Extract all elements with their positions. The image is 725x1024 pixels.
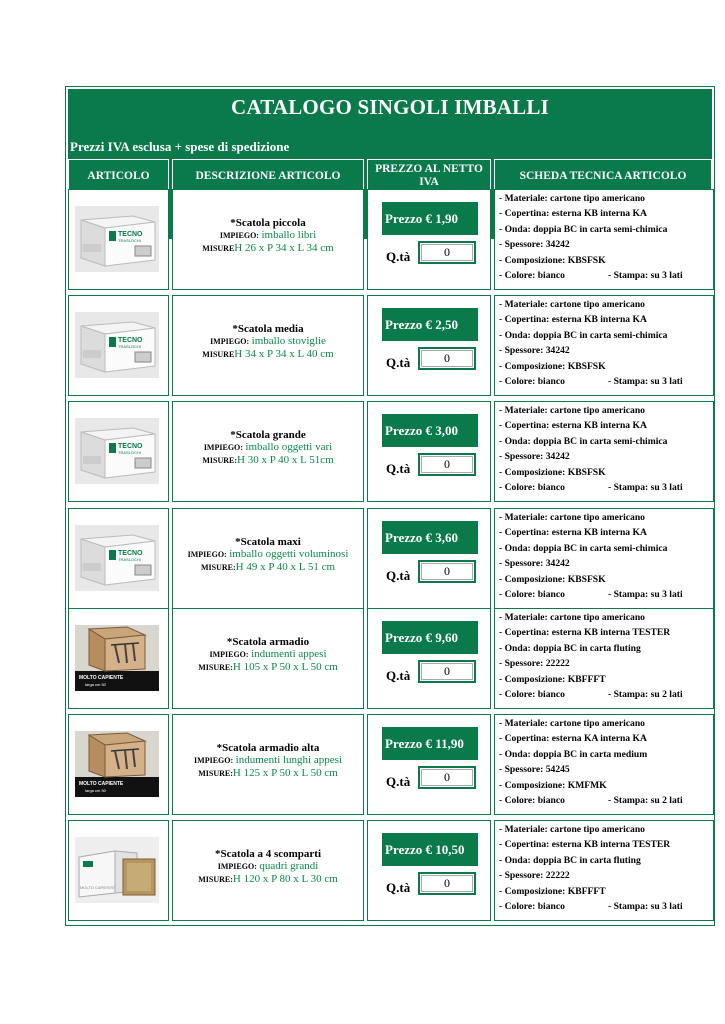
spec-colore: - Colore: bianco (499, 482, 565, 494)
col-descrizione: DESCRIZIONE ARTICOLO (172, 159, 364, 193)
spec-line: - Copertina: esterna KB interna TESTER (499, 839, 671, 851)
impiego-label: IMPIEGO: (209, 650, 249, 659)
product-name: *Scatola armadio alta (216, 742, 320, 754)
svg-text:larga cm 50: larga cm 50 (85, 788, 106, 793)
spec-line: - Spessore: 34242 (499, 451, 570, 463)
product-image (75, 837, 159, 903)
spec-line: - Copertina: esterna KB interna KA (499, 420, 647, 432)
spec-line: - Materiale: cartone tipo americano (499, 824, 645, 835)
spec-stampa: - Stampa: su 3 lati (608, 270, 683, 282)
spec-line: - Composizione: KBSFSK (499, 573, 606, 585)
price-cell (367, 714, 491, 815)
price-cell (367, 401, 491, 502)
impiego-value: quadri grandi (259, 860, 319, 872)
misure-value: H 34 x P 34 x L 40 cm (234, 348, 334, 360)
impiego-value: indumenti lunghi appesi (235, 754, 342, 766)
qty-label: Q.tà (386, 249, 411, 264)
spec-line: - Materiale: cartone tipo americano (499, 612, 645, 623)
spec-cell (494, 189, 714, 290)
spec-line: - Copertina: esterna KB interna TESTER (499, 627, 671, 639)
spec-line: - Onda: doppia BC in carta medium (499, 748, 648, 760)
misure-value: H 105 x P 50 x L 50 cm (232, 661, 338, 673)
price-badge: Prezzo € 9,60 (382, 621, 478, 654)
misure-value: H 49 x P 40 x L 51 cm (235, 561, 336, 573)
description-cell (172, 189, 364, 290)
description-cell (172, 714, 364, 815)
price-badge: Prezzo € 10,50 (382, 833, 478, 866)
qty-input[interactable]: 0 (418, 453, 476, 476)
description-cell (172, 295, 364, 396)
impiego-label: IMPIEGO: (219, 231, 259, 240)
price-badge: Prezzo € 1,90 (382, 202, 478, 235)
qty-input[interactable]: 0 (418, 766, 476, 789)
spec-line: - Materiale: cartone tipo americano (499, 405, 645, 416)
misure-label: MISURE: (202, 456, 237, 465)
spec-cell (494, 508, 714, 609)
spec-line: - Composizione: KBFFFT (499, 673, 606, 685)
spec-line: - Spessore: 34242 (499, 345, 570, 357)
spec-line: - Copertina: esterna KB interna KA (499, 208, 647, 220)
spec-line: - Composizione: KMFMK (499, 779, 607, 791)
qty-input[interactable]: 0 (418, 347, 476, 370)
spec-line: - Composizione: KBSFSK (499, 254, 606, 266)
misure-value: H 120 x P 80 x L 30 cm (232, 873, 338, 885)
impiego-value: imballo oggetti voluminosi (229, 548, 349, 560)
description-cell (172, 820, 364, 921)
spec-colore: - Colore: bianco (499, 901, 565, 913)
misure-label: MISURE: (200, 563, 236, 572)
description-cell (172, 608, 364, 709)
impiego-label: IMPIEGO: (217, 862, 257, 871)
spec-colore: - Colore: bianco (499, 270, 565, 282)
product-image (75, 312, 159, 378)
description-cell (172, 508, 364, 609)
spec-line: - Materiale: cartone tipo americano (499, 718, 645, 729)
svg-text:TECNO: TECNO (118, 231, 143, 238)
qty-label: Q.tà (386, 880, 411, 895)
article-cell (68, 820, 169, 921)
spec-cell (494, 608, 714, 709)
description-cell (172, 401, 364, 502)
spec-line: - Composizione: KBFFFT (499, 885, 606, 897)
spec-stampa: - Stampa: su 3 lati (608, 482, 683, 494)
col-prezzo: PREZZO AL NETTO IVA (367, 159, 491, 193)
qty-input[interactable]: 0 (418, 560, 476, 583)
spec-cell (494, 714, 714, 815)
spec-stampa: - Stampa: su 3 lati (608, 589, 683, 601)
qty-input[interactable]: 0 (418, 241, 476, 264)
impiego-label: IMPIEGO: (210, 337, 250, 346)
product-name: *Scatola grande (230, 429, 306, 441)
spec-line: - Materiale: cartone tipo americano (499, 299, 645, 310)
article-cell (68, 295, 169, 396)
spec-line: - Spessore: 34242 (499, 239, 570, 251)
spec-colore: - Colore: bianco (499, 376, 565, 388)
spec-stampa: - Stampa: su 2 lati (608, 795, 683, 807)
spec-colore: - Colore: bianco (499, 689, 565, 701)
qty-label: Q.tà (386, 568, 411, 583)
spec-line: - Spessore: 22222 (499, 658, 570, 670)
col-articolo: ARTICOLO (68, 159, 169, 193)
impiego-label: IMPIEGO: (194, 756, 234, 765)
spec-line: - Onda: doppia BC in carta fluting (499, 642, 641, 654)
svg-text:TECNO: TECNO (118, 443, 143, 450)
article-cell (68, 714, 169, 815)
price-badge: Prezzo € 3,60 (382, 521, 478, 554)
spec-line: - Onda: doppia BC in carta semi-chimica (499, 542, 668, 554)
price-cell (367, 820, 491, 921)
svg-text:TECNO: TECNO (118, 550, 143, 557)
product-image (75, 731, 159, 797)
misure-value: H 30 x P 40 x L 51cm (237, 454, 334, 466)
spec-line: - Onda: doppia BC in carta semi-chimica (499, 223, 668, 235)
spec-stampa: - Stampa: su 3 lati (608, 376, 683, 388)
page-title: CATALOGO SINGOLI IMBALLI (231, 95, 549, 119)
qty-label: Q.tà (386, 461, 411, 476)
svg-text:larga cm 50: larga cm 50 (85, 682, 106, 687)
misure-label: MISURE (202, 350, 235, 359)
spec-line: - Onda: doppia BC in carta fluting (499, 854, 641, 866)
product-name: *Scatola armadio (226, 636, 310, 648)
misure-value: H 125 x P 50 x L 50 cm (232, 767, 338, 779)
spec-cell (494, 401, 714, 502)
svg-text:MOLTO CAPIENTE: MOLTO CAPIENTE (79, 781, 124, 787)
article-cell (68, 608, 169, 709)
spec-line: - Onda: doppia BC in carta semi-chimica (499, 435, 668, 447)
impiego-label: IMPIEGO: (203, 443, 243, 452)
spec-cell (494, 295, 714, 396)
svg-text:TRASLOCHI: TRASLOCHI (118, 238, 141, 243)
spec-line: - Spessore: 54245 (499, 764, 570, 776)
spec-stampa: - Stampa: su 2 lati (608, 689, 683, 701)
article-cell (68, 189, 169, 290)
spec-cell (494, 820, 714, 921)
svg-text:TRASLOCHI: TRASLOCHI (118, 557, 141, 562)
impiego-value: imballo libri (261, 229, 317, 241)
price-cell (367, 508, 491, 609)
product-image (75, 625, 159, 691)
svg-text:MOLTO CAPIENTE: MOLTO CAPIENTE (80, 885, 115, 890)
product-name: *Scatola a 4 scomparti (214, 848, 321, 860)
impiego-label: IMPIEGO: (187, 550, 227, 559)
catalog-table (65, 86, 715, 926)
misure-value: H 26 x P 34 x L 34 cm (234, 242, 334, 254)
svg-text:MOLTO CAPIENTE: MOLTO CAPIENTE (79, 675, 124, 681)
svg-text:TRASLOCHI: TRASLOCHI (118, 344, 141, 349)
qty-input[interactable]: 0 (418, 660, 476, 683)
spec-line: - Onda: doppia BC in carta semi-chimica (499, 329, 668, 341)
price-note: Prezzi IVA esclusa + spese di spedizione (70, 139, 290, 154)
price-badge: Prezzo € 3,00 (382, 414, 478, 447)
price-cell (367, 608, 491, 709)
article-cell (68, 508, 169, 609)
product-name: *Scatola media (232, 323, 304, 335)
impiego-value: imballo oggetti vari (245, 441, 333, 453)
price-badge: Prezzo € 2,50 (382, 308, 478, 341)
spec-line: - Spessore: 34242 (499, 558, 570, 570)
spec-colore: - Colore: bianco (499, 795, 565, 807)
product-image (75, 418, 159, 484)
spec-line: - Composizione: KBSFSK (499, 360, 606, 372)
spec-stampa: - Stampa: su 3 lati (608, 901, 683, 913)
qty-label: Q.tà (386, 668, 411, 683)
misure-label: MISURE: (198, 663, 233, 672)
spec-line: - Copertina: esterna KA interna KA (499, 733, 647, 745)
qty-label: Q.tà (386, 774, 411, 789)
article-cell (68, 401, 169, 502)
spec-colore: - Colore: bianco (499, 589, 565, 601)
spec-line: - Spessore: 22222 (499, 870, 570, 882)
misure-label: MISURE: (198, 875, 233, 884)
spec-line: - Materiale: cartone tipo americano (499, 193, 645, 204)
qty-input[interactable]: 0 (418, 872, 476, 895)
spec-line: - Copertina: esterna KB interna KA (499, 314, 647, 326)
product-image (75, 206, 159, 272)
qty-label: Q.tà (386, 355, 411, 370)
product-name: *Scatola maxi (235, 536, 301, 548)
product-image (75, 525, 159, 591)
price-cell (367, 189, 491, 290)
product-name: *Scatola piccola (230, 217, 306, 229)
misure-label: MISURE: (198, 769, 233, 778)
spec-line: - Composizione: KBSFSK (499, 466, 606, 478)
impiego-value: imballo stoviglie (251, 335, 326, 347)
svg-text:TRASLOCHI: TRASLOCHI (118, 450, 141, 455)
price-badge: Prezzo € 11,90 (382, 727, 478, 760)
price-cell (367, 295, 491, 396)
misure-label: MISURE (202, 244, 235, 253)
svg-text:TECNO: TECNO (118, 337, 143, 344)
col-scheda: SCHEDA TECNICA ARTICOLO (494, 159, 712, 193)
spec-line: - Copertina: esterna KB interna KA (499, 527, 647, 539)
spec-line: - Materiale: cartone tipo americano (499, 512, 645, 523)
impiego-value: indumenti appesi (251, 648, 327, 660)
